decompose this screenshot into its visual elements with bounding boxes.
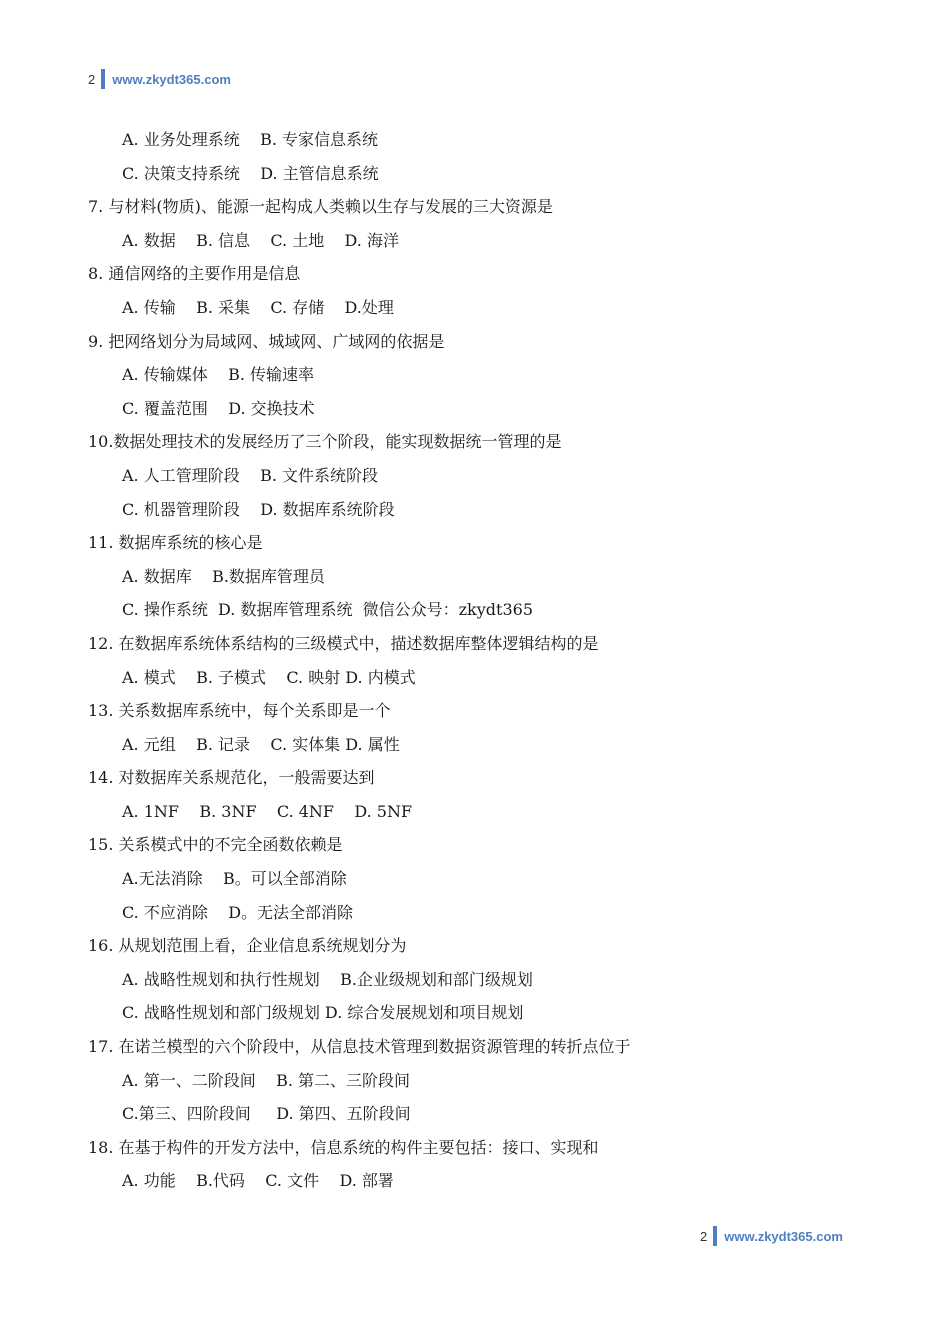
option-line: C. 机器管理阶段 D. 数据库系统阶段 bbox=[122, 499, 395, 519]
option-line: C. 战略性规划和部门级规划 D. 综合发展规划和项目规划 bbox=[122, 1003, 524, 1023]
option-line: A. 传输 B. 采集 C. 存储 D.处理 bbox=[122, 297, 394, 317]
option-line: A.无法消除 B。可以全部消除 bbox=[122, 869, 347, 889]
option-line: A. 数据库 B.数据库管理员 bbox=[122, 566, 325, 586]
option-line: C. 覆盖范围 D. 交换技术 bbox=[122, 398, 315, 418]
option-line: A. 数据 B. 信息 C. 土地 D. 海洋 bbox=[122, 230, 399, 250]
header-page-number: 2 bbox=[88, 71, 96, 87]
question-line: 9. 把网络划分为局域网、城域网、广域网的依据是 bbox=[88, 331, 445, 351]
option-line: A. 功能 B.代码 C. 文件 D. 部署 bbox=[122, 1171, 394, 1191]
question-line: 14. 对数据库关系规范化，一般需要达到 bbox=[88, 768, 375, 788]
footer-divider bbox=[713, 1226, 717, 1246]
option-line: A. 人工管理阶段 B. 文件系统阶段 bbox=[122, 465, 379, 485]
option-line: C. 决策支持系统 D. 主管信息系统 bbox=[122, 163, 379, 183]
question-line: 11. 数据库系统的核心是 bbox=[88, 533, 263, 553]
exam-content bbox=[0, 123, 950, 1198]
option-line: A. 传输媒体 B. 传输速率 bbox=[122, 365, 315, 385]
option-line: A. 元组 B. 记录 C. 实体集 D. 属性 bbox=[122, 734, 400, 754]
page-header bbox=[88, 69, 231, 89]
question-line: 17. 在诺兰模型的六个阶段中，从信息技术管理到数据资源管理的转折点位于 bbox=[88, 1037, 631, 1057]
header-divider bbox=[101, 69, 105, 89]
option-line: C. 操作系统 D. 数据库管理系统 微信公众号：zkydt365 bbox=[122, 600, 533, 620]
page-footer bbox=[700, 1226, 843, 1246]
question-line: 13. 关系数据库系统中，每个关系即是一个 bbox=[88, 701, 391, 721]
question-line: 8. 通信网络的主要作用是信息 bbox=[88, 264, 301, 284]
question-line: 12. 在数据库系统体系结构的三级模式中，描述数据库整体逻辑结构的是 bbox=[88, 633, 599, 653]
question-line: 7. 与材料(物质)、能源一起构成人类赖以生存与发展的三大资源是 bbox=[88, 197, 553, 217]
option-line: A. 1NF B. 3NF C. 4NF D. 5NF bbox=[122, 801, 413, 821]
option-line: A. 模式 B. 子模式 C. 映射 D. 内模式 bbox=[122, 667, 416, 687]
question-line: 18. 在基于构件的开发方法中，信息系统的构件主要包括：接口、实现和 bbox=[88, 1137, 599, 1157]
option-line: C.第三、四阶段间 D. 第四、五阶段间 bbox=[122, 1104, 411, 1124]
question-line: 10.数据处理技术的发展经历了三个阶段，能实现数据统一管理的是 bbox=[88, 432, 562, 452]
question-line: 16. 从规划范围上看，企业信息系统规划分为 bbox=[88, 936, 407, 956]
option-line: A. 战略性规划和执行性规划 B.企业级规划和部门级规划 bbox=[122, 969, 533, 989]
option-line: C. 不应消除 D。无法全部消除 bbox=[122, 902, 354, 922]
question-line: 15. 关系模式中的不完全函数依赖是 bbox=[88, 835, 343, 855]
option-line: A. 业务处理系统 B. 专家信息系统 bbox=[122, 130, 379, 149]
footer-page-number: 2 bbox=[700, 1228, 708, 1244]
header-url: www.zkydt365.com bbox=[112, 71, 231, 87]
option-line: A. 第一、二阶段间 B. 第二、三阶段间 bbox=[122, 1070, 411, 1090]
footer-url: www.zkydt365.com bbox=[724, 1228, 843, 1244]
